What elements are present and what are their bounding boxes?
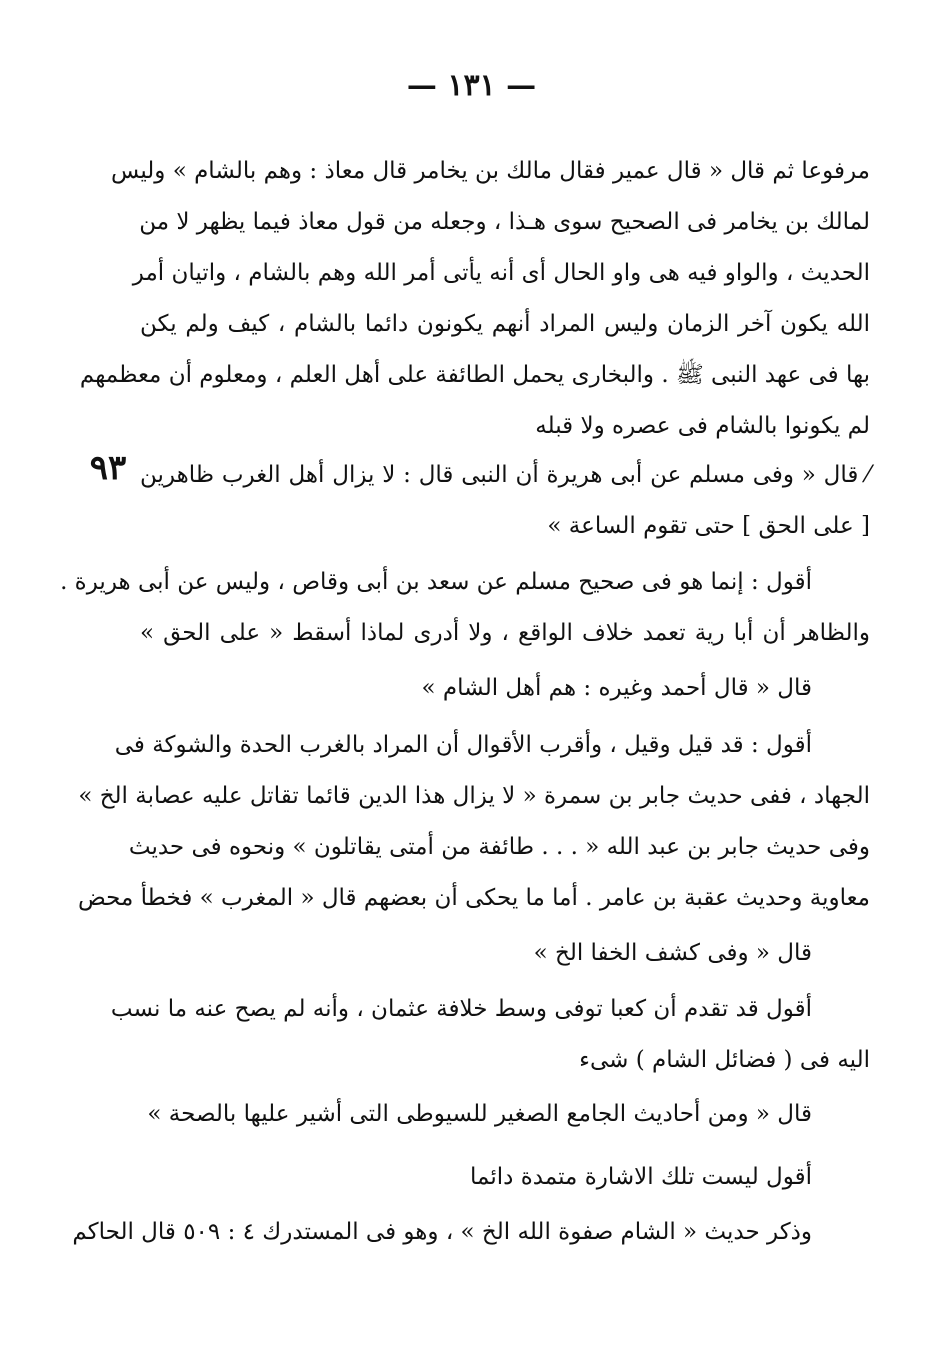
text-line: بها فى عهد النبى ﷺ . والبخارى يحمل الطائفة على أهل العلم ، ومعلوم أن معظمهم bbox=[79, 362, 870, 388]
text-line: اليه فى ( فضائل الشام ) شىء bbox=[579, 1047, 870, 1073]
text-line: قال « ومن أحاديث الجامع الصغير للسيوطى التى أشير عليها بالصحة » bbox=[147, 1101, 812, 1127]
margin-number: ٩٣ bbox=[89, 448, 127, 488]
paragraph-3 bbox=[60, 557, 870, 659]
text-line: الله يكون آخر الزمان وليس المراد أنهم يكونون دائما بالشام ، كيف ولم يكن bbox=[140, 311, 870, 337]
text-line: أقول ليست تلك الاشارة متمدة دائما bbox=[470, 1164, 812, 1190]
text-line: قال « وفى كشف الخفا الخ » bbox=[533, 940, 812, 966]
page-number: — ١٣١ — bbox=[406, 68, 537, 103]
text-line: قال « قال أحمد وغيره : هم أهل الشام » bbox=[421, 675, 812, 701]
text-line: أقول قد تقدم أن كعبا توفى وسط خلافة عثمان ، وأنه لم يصح عنه ما نسب bbox=[110, 996, 812, 1022]
paragraph-9 bbox=[140, 1152, 870, 1203]
text-line: والظاهر أن أبا رية تعمد خلاف الواقع ، ولا أدرى لماذا أسقط « على الحق » bbox=[140, 620, 870, 646]
text-line: وذكر حديث « الشام صفوة الله الخ » ، وهو فى المستدرك ٤ : ٥٠٩ قال الحاكم bbox=[72, 1219, 812, 1245]
text-line: وفى حديث جابر بن عبد الله « . . . طائفة من أمتى يقاتلون » ونحوه فى حديث bbox=[128, 834, 870, 860]
text-line: الجهاد ، ففى حديث جابر بن سمرة « لا يزال هذا الدين قائما تقاتل عليه عصابة الخ » bbox=[78, 783, 870, 809]
paragraph-4 bbox=[140, 663, 870, 714]
paragraph-7 bbox=[110, 984, 870, 1086]
text-line: لمالك بن يخامر فى الصحيح سوى هـذا ، وجعله من قول معاذ فيما يظهر لا من bbox=[139, 209, 870, 235]
paragraph-2 bbox=[140, 450, 870, 552]
text-line: ⁄ قال « وفى مسلم عن أبى هريرة أن النبى قال : لا يزال أهل الغرب ظاهرين bbox=[140, 462, 870, 488]
text-line: [ على الحق ] حتى تقوم الساعة » bbox=[547, 513, 870, 539]
text-line: الحديث ، والواو فيه هى واو الحال أى أنه يأتى أمر الله وهم بالشام ، واتيان أمر bbox=[132, 260, 870, 286]
paragraph-1 bbox=[79, 146, 870, 452]
text-line: لم يكونوا بالشام فى عصره ولا قبله bbox=[535, 413, 870, 439]
paragraph-8 bbox=[140, 1089, 870, 1140]
text-line: مرفوعا ثم قال « قال عمير فقال مالك بن يخامر قال معاذ : وهم بالشام » وليس bbox=[111, 158, 870, 184]
text-line: معاوية وحديث عقبة بن عامر . أما ما يحكى أن بعضهم قال « المغرب » فخطأ محض bbox=[77, 885, 870, 911]
paragraph-5 bbox=[77, 720, 870, 924]
paragraph-10 bbox=[72, 1207, 870, 1258]
text-line: أقول : قد قيل وقيل ، وأقرب الأقوال أن المراد بالغرب الحدة والشوكة فى bbox=[114, 732, 812, 758]
text-line: أقول : إنما هو فى صحيح مسلم عن سعد بن أبى وقاص ، وليس عن أبى هريرة . bbox=[60, 569, 812, 595]
paragraph-6 bbox=[140, 928, 870, 979]
